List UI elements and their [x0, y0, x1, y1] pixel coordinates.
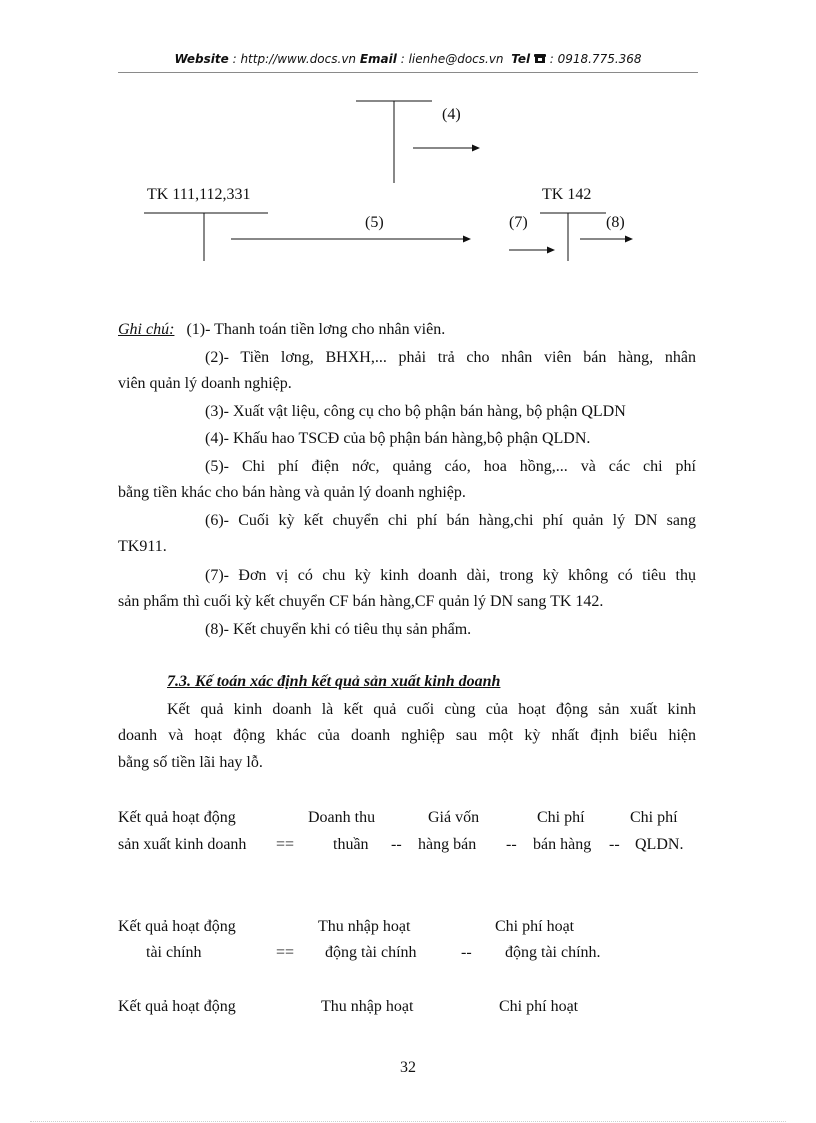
f2-r1c1: Kết quả hoạt động	[118, 918, 236, 935]
account-left-label: TK 111,112,331	[147, 186, 251, 203]
note-2a: (2)- Tiền lơng, BHXH,... phải trả cho nhân viên bán hàng, nhân	[205, 349, 696, 366]
note-6a: (6)- Cuối kỳ kết chuyển chi phí bán hàng,chi phí quản lý DN sang	[205, 512, 696, 529]
section-title	[167, 673, 536, 691]
note-2b: viên quản lý doanh nghiệp.	[118, 375, 292, 392]
note-5b: bằng tiền khác cho bán hàng và quản lý doanh nghiệp.	[118, 484, 466, 501]
f1-r2c1: sản xuất kinh doanh	[118, 836, 247, 853]
section-title-text: 7.3. Kế toán xác định kết quả sản xuất kinh doanh	[167, 673, 501, 690]
f3-r1c2: Thu nhập hoạt	[321, 998, 414, 1015]
intro-line-2: doanh và hoạt động khác của doanh nghiệp sau một kỳ nhất định biểu hiện	[118, 727, 696, 744]
f2-r1c3: Chi phí hoạt	[495, 918, 575, 935]
f2-r2c2: động tài chính	[325, 944, 417, 961]
website-label: Website	[174, 52, 229, 66]
note-7b: sản phẩm thì cuối kỳ kết chuyển CF bán hàng,CF quản lý DN sang TK 142.	[118, 593, 604, 610]
email-label: Email	[359, 52, 397, 66]
website-url[interactable]: http://www.docs.vn	[240, 52, 357, 66]
email-value[interactable]: lienhe@docs.vn	[408, 52, 504, 66]
label-4: (4)	[442, 106, 461, 123]
f2-op: --	[461, 944, 472, 961]
label-7: (7)	[509, 214, 528, 231]
note-8: (8)- Kết chuyển khi có tiêu thụ sản phẩm.	[205, 621, 472, 638]
notes-line-1	[118, 321, 445, 339]
f2-eq: ==	[276, 944, 295, 961]
f2-r2c3: động tài chính.	[505, 944, 601, 961]
f3-r1c1: Kết quả hoạt động	[118, 998, 236, 1015]
arrow-8-head	[625, 236, 633, 243]
arrow-5-head	[463, 236, 471, 243]
tel-value: : 0918.775.368	[545, 52, 642, 66]
note-3: (3)- Xuất vật liệu, công cụ cho bộ phận bán hàng, bộ phận QLDN	[205, 403, 626, 420]
page-number: 32	[400, 1059, 416, 1076]
f2-r2c1: tài chính	[146, 944, 202, 961]
f1-r2c2: thuần	[333, 836, 369, 853]
f3-r1c3: Chi phí hoạt	[499, 998, 579, 1015]
arrow-7-head	[547, 247, 555, 254]
f1-op3: --	[609, 836, 620, 853]
note-6b: TK911.	[118, 538, 167, 555]
f1-r2c3: hàng bán	[418, 836, 477, 853]
footer-dotted-rule	[30, 1121, 786, 1122]
label-5: (5)	[365, 214, 384, 231]
f2-r1c2: Thu nhập hoạt	[318, 918, 411, 935]
f1-r2c5: QLDN.	[635, 836, 684, 853]
f1-r1c3: Giá vốn	[428, 809, 480, 826]
tel-label: Tel	[511, 52, 531, 66]
title-underline-tail	[500, 673, 536, 691]
email-sep: :	[396, 52, 409, 66]
f1-r1c1: Kết quả hoạt động	[118, 809, 236, 826]
t-account-diagram	[0, 0, 816, 300]
note-4: (4)- Khấu hao TSCĐ của bộ phận bán hàng,bộ phận QLDN.	[205, 430, 591, 447]
arrow-4-head	[472, 145, 480, 152]
intro-line-3: bằng số tiền lãi hay lỗ.	[118, 754, 263, 771]
f1-op1: --	[391, 836, 402, 853]
f1-r1c5: Chi phí	[630, 809, 678, 826]
f1-r2c4: bán hàng	[533, 836, 592, 853]
f1-r1c4: Chi phí	[537, 809, 585, 826]
note-7a: (7)- Đơn vị có chu kỳ kinh doanh dài, trong kỳ không có tiêu thụ	[205, 567, 696, 584]
intro-line-1: Kết quả kinh doanh là kết quả cuối cùng của hoạt động sản xuất kinh	[167, 701, 696, 718]
note-5a: (5)- Chi phí điện nớc, quảng cáo, hoa hồng,... và các chi phí	[205, 458, 696, 475]
account-right-label: TK 142	[542, 186, 592, 203]
f1-eq: ==	[276, 836, 295, 853]
label-8: (8)	[606, 214, 625, 231]
f1-r1c2: Doanh thu	[308, 809, 376, 826]
website-sep: :	[228, 52, 241, 66]
note-1: (1)- Thanh toán tiền lơng cho nhân viên.	[186, 321, 446, 338]
notes-label: Ghi chú:	[118, 321, 175, 338]
f1-op2: --	[506, 836, 517, 853]
